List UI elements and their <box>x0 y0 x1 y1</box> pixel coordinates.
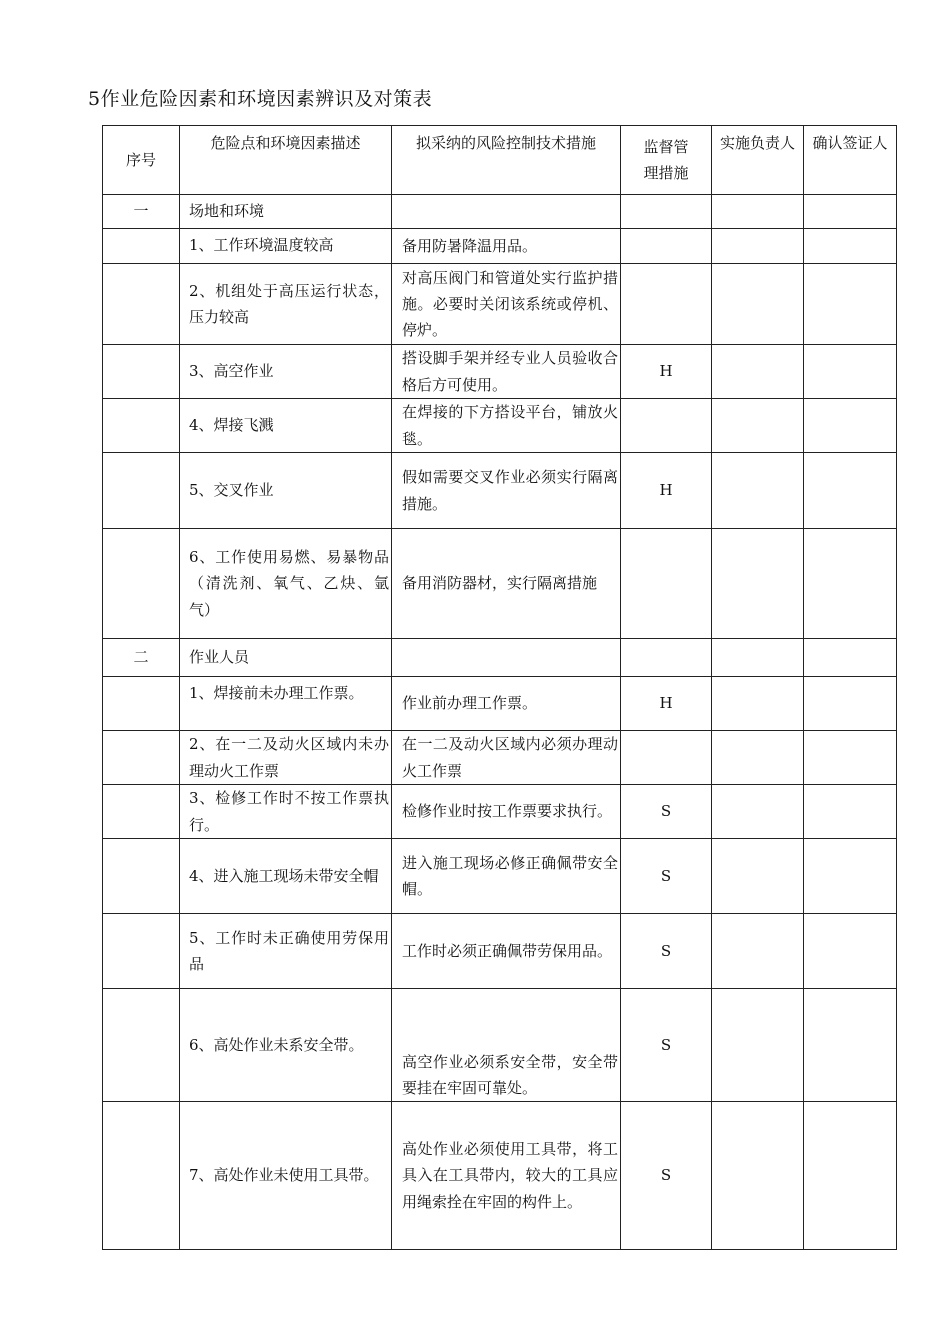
confirm-cell <box>804 1102 897 1250</box>
supervision-level: S <box>621 785 712 839</box>
supervision-level: S <box>621 914 712 989</box>
header-desc: 危险点和环境因素描述 <box>180 126 392 195</box>
confirm-cell <box>804 785 897 839</box>
table-row <box>103 639 897 677</box>
confirm-cell <box>804 399 897 453</box>
control-measure: 进入施工现场必修正确佩带安全帽。 <box>392 839 621 914</box>
responsible-cell <box>712 229 804 264</box>
hazard-description: 5、交叉作业 <box>180 453 392 529</box>
responsible-cell <box>712 914 804 989</box>
row-number: 一 <box>103 195 180 229</box>
control-measure: 在焊接的下方搭设平台，铺放火毯。 <box>392 399 621 453</box>
control-measure: 搭设脚手架并经专业人员验收合格后方可使用。 <box>392 345 621 399</box>
table-row <box>103 839 897 914</box>
supervision-level <box>621 195 712 229</box>
row-number <box>103 677 180 731</box>
supervision-level: H <box>621 677 712 731</box>
row-number <box>103 1102 180 1250</box>
responsible-cell <box>712 529 804 639</box>
supervision-level: S <box>621 989 712 1102</box>
hazard-description: 4、焊接飞溅 <box>180 399 392 453</box>
document-title: 5作业危险因素和环境因素辨识及对策表 <box>88 88 433 110</box>
row-number <box>103 989 180 1102</box>
confirm-cell <box>804 839 897 914</box>
risk-table <box>102 125 897 1250</box>
confirm-cell <box>804 453 897 529</box>
control-measure: 高空作业必须系安全带，安全带要挂在牢固可靠处。 <box>392 989 621 1102</box>
confirm-cell <box>804 195 897 229</box>
table-row <box>103 914 897 989</box>
responsible-cell <box>712 1102 804 1250</box>
supervision-level: H <box>621 453 712 529</box>
control-measure: 对高压阀门和管道处实行监护措施。必要时关闭该系统或停机、停炉。 <box>392 264 621 345</box>
confirm-cell <box>804 989 897 1102</box>
confirm-cell <box>804 639 897 677</box>
supervision-level <box>621 639 712 677</box>
control-measure: 备用消防器材，实行隔离措施 <box>392 529 621 639</box>
header-supervise: 监督管理措施 <box>621 126 712 195</box>
supervision-level: S <box>621 839 712 914</box>
row-number <box>103 345 180 399</box>
control-measure: 假如需要交叉作业必须实行隔离措施。 <box>392 453 621 529</box>
hazard-description: 6、工作使用易燃、易暴物品（清洗剂、氧气、乙炔、氩气） <box>180 529 392 639</box>
hazard-description: 3、检修工作时不按工作票执行。 <box>180 785 392 839</box>
row-number <box>103 399 180 453</box>
responsible-cell <box>712 399 804 453</box>
responsible-cell <box>712 731 804 785</box>
hazard-description: 3、高空作业 <box>180 345 392 399</box>
hazard-description: 1、工作环境温度较高 <box>180 229 392 264</box>
table-row <box>103 345 897 399</box>
supervision-level <box>621 264 712 345</box>
supervision-level: S <box>621 1102 712 1250</box>
hazard-description: 6、高处作业未系安全带。 <box>180 989 392 1102</box>
responsible-cell <box>712 453 804 529</box>
table-row <box>103 785 897 839</box>
table-row <box>103 529 897 639</box>
row-number <box>103 264 180 345</box>
row-number <box>103 229 180 264</box>
table-row <box>103 195 897 229</box>
table-row <box>103 731 897 785</box>
control-measure <box>392 639 621 677</box>
hazard-description: 4、进入施工现场未带安全帽 <box>180 839 392 914</box>
header-no: 序号 <box>103 126 180 195</box>
supervision-level <box>621 229 712 264</box>
supervision-level: H <box>621 345 712 399</box>
confirm-cell <box>804 677 897 731</box>
hazard-description: 2、在一二及动火区域内未办理动火工作票 <box>180 731 392 785</box>
control-measure <box>392 195 621 229</box>
responsible-cell <box>712 264 804 345</box>
hazard-description: 作业人员 <box>180 639 392 677</box>
row-number <box>103 731 180 785</box>
table-row <box>103 1102 897 1250</box>
row-number <box>103 453 180 529</box>
confirm-cell <box>804 229 897 264</box>
control-measure: 工作时必须正确佩带劳保用品。 <box>392 914 621 989</box>
hazard-description: 5、工作时未正确使用劳保用品 <box>180 914 392 989</box>
confirm-cell <box>804 264 897 345</box>
supervision-level <box>621 731 712 785</box>
responsible-cell <box>712 989 804 1102</box>
control-measure: 检修作业时按工作票要求执行。 <box>392 785 621 839</box>
row-number <box>103 785 180 839</box>
confirm-cell <box>804 731 897 785</box>
responsible-cell <box>712 677 804 731</box>
row-number <box>103 839 180 914</box>
table-row <box>103 399 897 453</box>
table-row <box>103 453 897 529</box>
header-responsible: 实施负责人 <box>712 126 804 195</box>
row-number: 二 <box>103 639 180 677</box>
table-row <box>103 989 897 1102</box>
responsible-cell <box>712 839 804 914</box>
header-row <box>103 126 897 195</box>
confirm-cell <box>804 529 897 639</box>
responsible-cell <box>712 639 804 677</box>
hazard-description: 1、焊接前未办理工作票。 <box>180 677 392 731</box>
confirm-cell <box>804 345 897 399</box>
table-row <box>103 677 897 731</box>
header-measure: 拟采纳的风险控制技术措施 <box>392 126 621 195</box>
header-confirm: 确认签证人 <box>804 126 897 195</box>
table-row <box>103 229 897 264</box>
row-number <box>103 529 180 639</box>
hazard-description: 2、机组处于高压运行状态，压力较高 <box>180 264 392 345</box>
control-measure: 备用防暑降温用品。 <box>392 229 621 264</box>
hazard-description: 7、高处作业未使用工具带。 <box>180 1102 392 1250</box>
row-number <box>103 914 180 989</box>
responsible-cell <box>712 195 804 229</box>
supervision-level <box>621 399 712 453</box>
supervision-level <box>621 529 712 639</box>
responsible-cell <box>712 345 804 399</box>
control-measure: 在一二及动火区域内必须办理动火工作票 <box>392 731 621 785</box>
responsible-cell <box>712 785 804 839</box>
control-measure: 作业前办理工作票。 <box>392 677 621 731</box>
confirm-cell <box>804 914 897 989</box>
hazard-description: 场地和环境 <box>180 195 392 229</box>
table-row <box>103 264 897 345</box>
control-measure: 高处作业必须使用工具带，将工具入在工具带内，较大的工具应用绳索拴在牢固的构件上。 <box>392 1102 621 1250</box>
